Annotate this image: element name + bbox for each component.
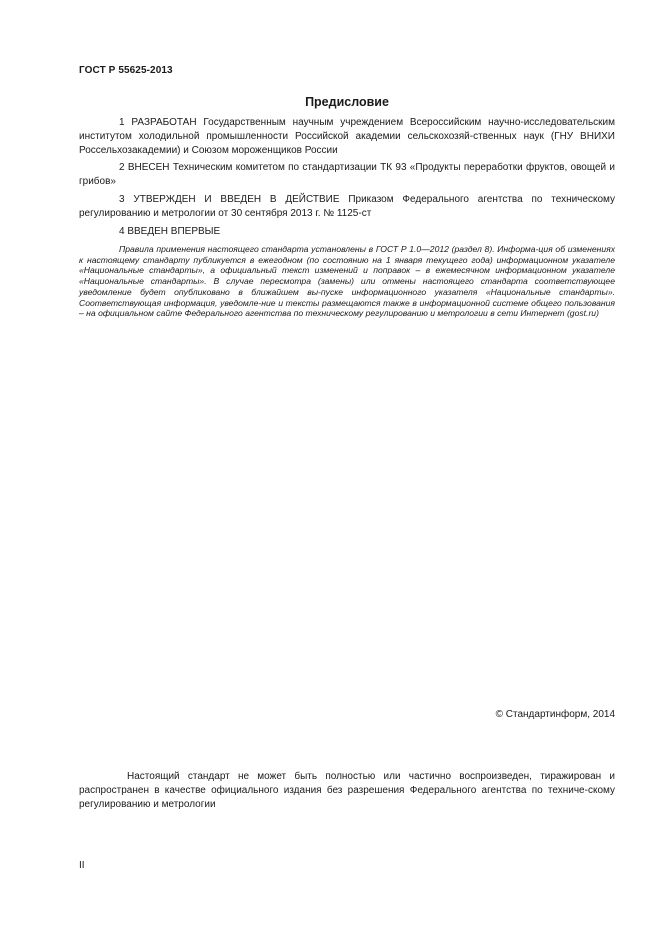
preface-title: Предисловие — [305, 95, 389, 109]
preface-note: Правила применения настоящего стандарта установлены в ГОСТ Р 1.0—2012 (раздел 8). Информа-ция об изменениях к настоящему стандарту публикуется в ежегодном (по состоянию на 1 января текущего года) информационном указателе «Национальные стандарты», а официальный текст изменений и поправок – в ежемесячном информационном указателе «Национальные стандарты». В случае пересмотра (замены) или отмены настоящего стандарта соответствующее уведомление будет опубликовано в ближайшем вы-пуске информационного указателя «Национальные стандарты». Соответствующая информация, уведомле-ние и тексты размещаются также в информационной системе общего пользования – на официальном сайте Федерального агентства по техническому регулированию и метрологии в сети Интернет (gost.ru) — [79, 244, 615, 319]
page-number: II — [79, 860, 85, 871]
preface-item-approved: 3 УТВЕРЖДЕН И ВВЕДЕН В ДЕЙСТВИЕ Приказом Федерального агентства по техническому регулированию и метрологии от 30 сентября 2013 г. № 1125-ст — [79, 194, 615, 220]
preface-item-introduced: 2 ВНЕСЕН Техническим комитетом по стандартизации ТК 93 «Продукты переработки фруктов, овощей и грибов» — [79, 162, 615, 188]
preface-item-developed: 1 РАЗРАБОТАН Государственным научным учреждением Всероссийским научно-исследовательским институтом холодильной промышленности Российской академии сельскохозяй-ственных наук (ГНУ ВНИХИ Россельхозакадемии) и Союзом мороженщиков России — [79, 117, 615, 157]
document-code: ГОСТ Р 55625-2013 — [79, 65, 173, 76]
legal-notice: Настоящий стандарт не может быть полностью или частично воспроизведен, тиражирован и распространен в качестве официального издания без разрешения Федерального агентства по техниче-скому регулированию и метрологии — [79, 771, 615, 811]
copyright-line: © Стандартинформ, 2014 — [495, 709, 615, 720]
preface-item-first-introduced: 4 ВВЕДЕН ВПЕРВЫЕ — [119, 226, 221, 237]
